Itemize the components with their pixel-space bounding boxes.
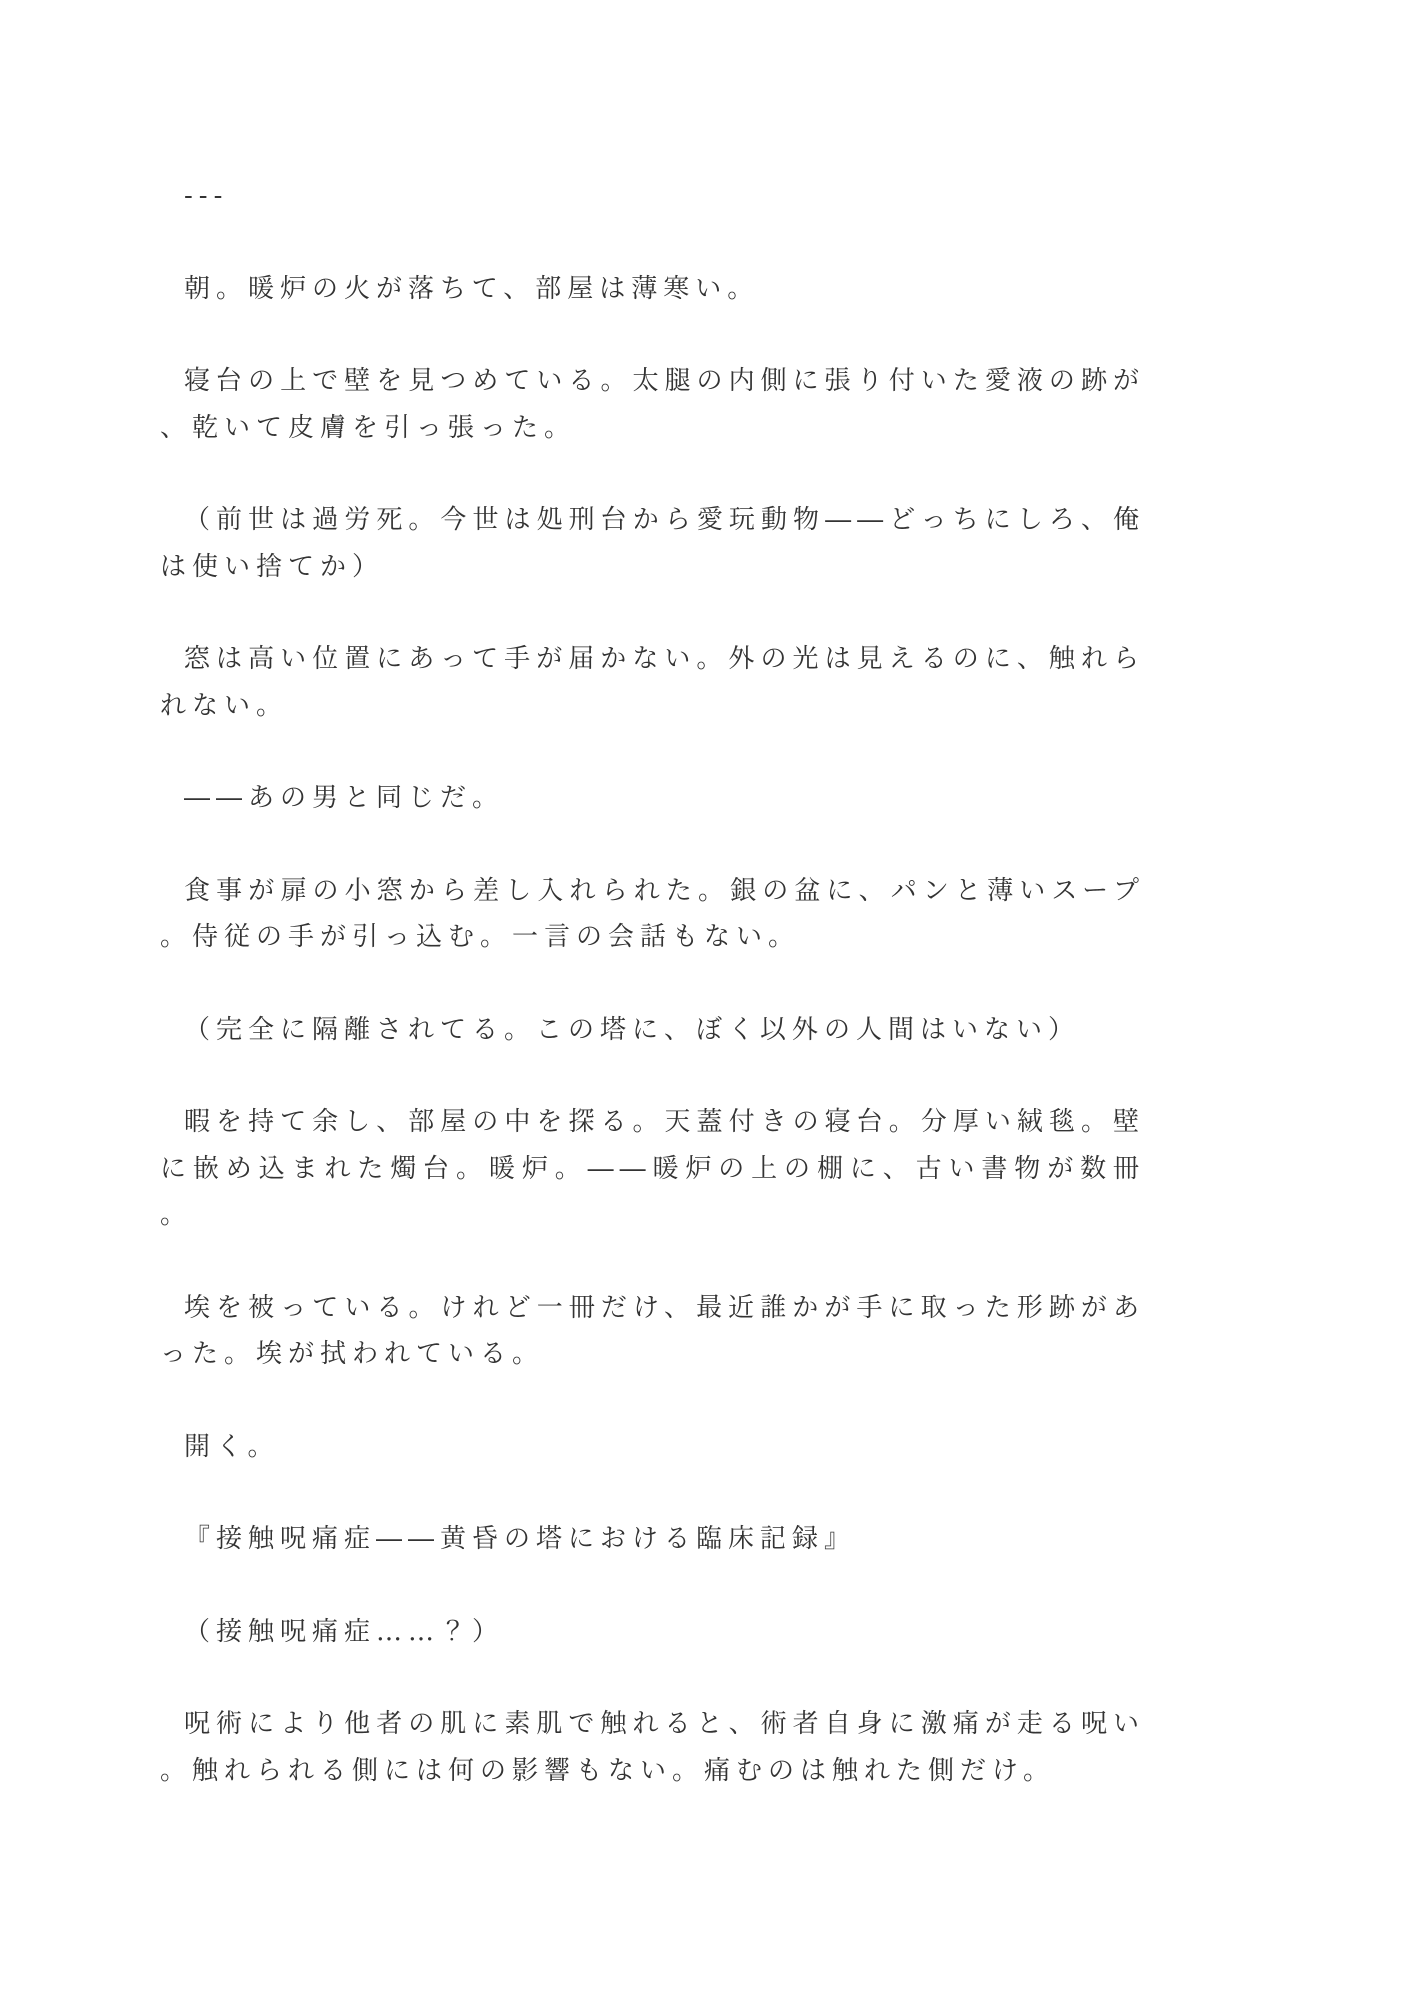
paragraph: 朝。暖炉の火が落ちて、部屋は薄寒い。: [184, 273, 760, 304]
paragraph: 窓は高い位置にあって手が届かない。外の光は見えるのに、触れられない。: [160, 644, 1145, 721]
paragraph: 『接触呪痛症――黄昏の塔における臨床記録』: [184, 1524, 857, 1554]
paragraph: ――あの男と同じだ。: [184, 783, 505, 813]
paragraph: 埃を被っている。けれど一冊だけ、最近誰かが手に取った形跡があった。埃が拭われている。: [160, 1292, 1145, 1369]
paragraph: （接触呪痛症……？）: [184, 1616, 505, 1647]
paragraph: 開く。: [184, 1431, 280, 1462]
paragraph: （完全に隔離されてる。この塔に、ぼく以外の人間はいない）: [184, 1014, 1081, 1045]
paragraph: 呪術により他者の肌に素肌で触れると、術者自身に激痛が走る呪い。触れられる側には何の影響もない。痛むのは触れた側だけ。: [160, 1709, 1145, 1786]
paragraph: 寝台の上で壁を見つめている。太腿の内側に張り付いた愛液の跡が、乾いて皮膚を引っ張った。: [160, 366, 1145, 443]
paragraph-list: [160, 173, 1145, 1794]
paragraph: 暇を持て余し、部屋の中を探る。天蓋付きの寝台。分厚い絨毯。壁に嵌め込まれた燭台。暖炉。――暖炉の上の棚に、古い書物が数冊。: [160, 1107, 1145, 1230]
scene-separator: ---: [184, 181, 229, 211]
paragraph: （前世は過労死。今世は処刑台から愛玩動物――どっちにしろ、俺は使い捨てか）: [160, 505, 1145, 582]
paragraph: 食事が扉の小窓から差し入れられた。銀の盆に、パンと薄いスープ。侍従の手が引っ込む。一言の会話もない。: [160, 875, 1145, 952]
